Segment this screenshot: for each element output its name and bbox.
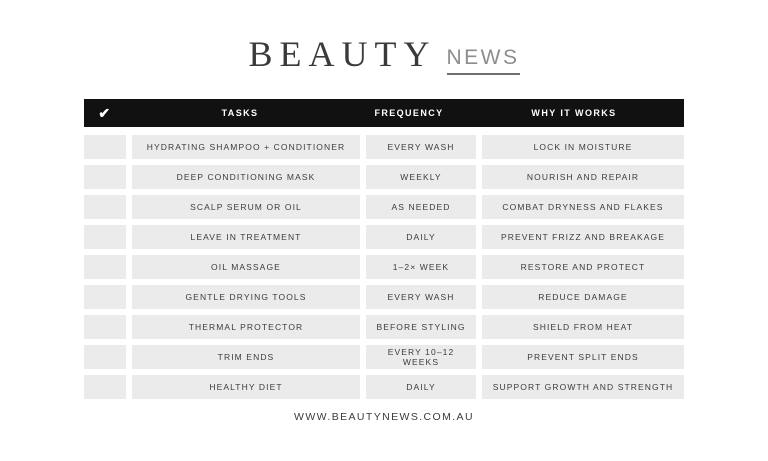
row-frequency: EVERY WASH bbox=[366, 285, 476, 309]
row-task: HYDRATING SHAMPOO + CONDITIONER bbox=[132, 135, 360, 159]
row-why: PREVENT FRIZZ AND BREAKAGE bbox=[482, 225, 684, 249]
row-task: THERMAL PROTECTOR bbox=[132, 315, 360, 339]
row-checkbox[interactable] bbox=[84, 195, 126, 219]
table-row bbox=[84, 225, 684, 249]
row-checkbox[interactable] bbox=[84, 255, 126, 279]
row-task: OIL MASSAGE bbox=[132, 255, 360, 279]
brand-title-sub: NEWS bbox=[447, 47, 520, 75]
table-row bbox=[84, 255, 684, 279]
row-why: RESTORE AND PROTECT bbox=[482, 255, 684, 279]
table-row bbox=[84, 345, 684, 369]
table-row bbox=[84, 135, 684, 159]
row-checkbox[interactable] bbox=[84, 225, 126, 249]
row-why: PREVENT SPLIT ENDS bbox=[482, 345, 684, 369]
row-task: SCALP SERUM OR OIL bbox=[132, 195, 360, 219]
row-checkbox[interactable] bbox=[84, 135, 126, 159]
table-row bbox=[84, 165, 684, 189]
row-frequency: AS NEEDED bbox=[366, 195, 476, 219]
row-checkbox[interactable] bbox=[84, 315, 126, 339]
row-why: REDUCE DAMAGE bbox=[482, 285, 684, 309]
header-check-cell bbox=[84, 99, 126, 127]
row-checkbox[interactable] bbox=[84, 375, 126, 399]
row-frequency: WEEKLY bbox=[366, 165, 476, 189]
row-task: HEALTHY DIET bbox=[132, 375, 360, 399]
checklist-table bbox=[84, 99, 684, 399]
row-why: SUPPORT GROWTH AND STRENGTH bbox=[482, 375, 684, 399]
row-task: DEEP CONDITIONING MASK bbox=[132, 165, 360, 189]
brand-header bbox=[0, 0, 768, 77]
row-frequency: BEFORE STYLING bbox=[366, 315, 476, 339]
column-header-tasks: TASKS bbox=[221, 108, 259, 118]
row-frequency: DAILY bbox=[366, 375, 476, 399]
row-task: GENTLE DRYING TOOLS bbox=[132, 285, 360, 309]
row-why: COMBAT DRYNESS AND FLAKES bbox=[482, 195, 684, 219]
row-checkbox[interactable] bbox=[84, 285, 126, 309]
checkmark-icon: ✔ bbox=[98, 105, 112, 121]
brand-title-main: BEAUTY bbox=[248, 34, 437, 74]
row-why: NOURISH AND REPAIR bbox=[482, 165, 684, 189]
row-frequency: EVERY 10–12 WEEKS bbox=[366, 345, 476, 369]
row-task: TRIM ENDS bbox=[132, 345, 360, 369]
row-why: LOCK IN MOISTURE bbox=[482, 135, 684, 159]
row-task: LEAVE IN TREATMENT bbox=[132, 225, 360, 249]
row-frequency: 1–2× WEEK bbox=[366, 255, 476, 279]
row-why: SHIELD FROM HEAT bbox=[482, 315, 684, 339]
row-checkbox[interactable] bbox=[84, 345, 126, 369]
table-row bbox=[84, 375, 684, 399]
row-frequency: DAILY bbox=[366, 225, 476, 249]
row-frequency: EVERY WASH bbox=[366, 135, 476, 159]
table-row bbox=[84, 315, 684, 339]
row-checkbox[interactable] bbox=[84, 165, 126, 189]
column-header-frequency: FREQUENCY bbox=[374, 108, 444, 118]
column-header-why-it-works: WHY IT WORKS bbox=[531, 108, 617, 118]
table-row bbox=[84, 195, 684, 219]
table-header-row bbox=[84, 99, 684, 127]
footer-website: WWW.BEAUTYNEWS.COM.AU bbox=[294, 411, 474, 423]
table-row bbox=[84, 285, 684, 309]
